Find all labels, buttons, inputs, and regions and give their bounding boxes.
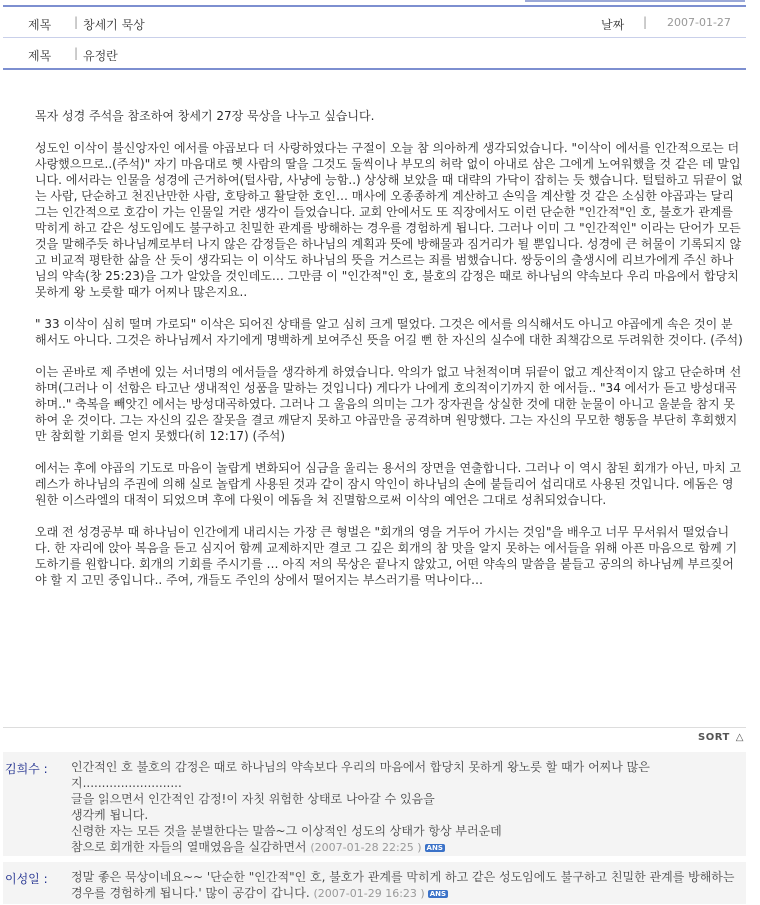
date-value: 2007-01-27 [667,16,731,29]
ans-button[interactable]: ANS [426,843,443,852]
title-row [3,7,746,37]
subtitle-row [3,38,746,68]
comment-text: 인간적인 호 불호의 감정은 때로 하나님의 약속보다 우리의 마음에서 합당치 못하게 왕노릇 할 때가 어찌나 많은 지.......................... 글을 읽으면서 인간적인 감정!이 자칫 위험한 상태로 나아갈 수 있음을 생각케 됩니다. 신령한 자는 모든 것을 분별한다는 말씀~그 이상적인 성도의 상태가 항상 부러운데 참으로 회개한 자들의 열매였음을 실감하면서 [71,760,650,854]
author-value: 유정란 [83,49,118,63]
comment-date: (2007-01-29 16:23 ) [313,887,425,900]
header-bottom-rule [3,68,746,70]
sort-label: SORT [698,732,730,743]
triangle-up-icon: △ [735,732,744,743]
subtitle-separator: | [74,46,79,60]
comment-body [71,759,743,856]
comment-body [71,869,743,902]
article-body: 목자 성경 주석을 참조하여 창세기 27장 묵상을 나누고 싶습니다. 성도인 이삭이 불신앙자인 에서를 야곱보다 더 사랑하였다는 구절이 오늘 참 의아하게 생각되었습니다. "이삭이 에서를 인간적으로는 더 사랑했으므로..(주석)" 자기 마음대로 헷 사람의 딸을 그것도 둘씩이나 부모의 허락 없이 아내로 삼은 그에게 노여워했을 것 같은 데 말입니다. 에서라는 인물을 성경에 근거하여(털사람, 사냥에 능함..) 상상해 보았을 때 대략의 가닥이 잡히는 듯 했습니다. 털털하고 뒤끝이 없는 사람, 단순하고 천진난만한 사람, 호탕하고 활달한 호인… 매사에 오종종하게 계산하고 손익을 계산할 것 같은 소심한 야곱과는 달리 그는 인간적으로 호감이 가는 인물일 거란 생각이 들었습니다. 교회 안에서도 또 직장에서도 이런 단순한 "인간적"인 호, 불호가 관계를 막히게 하고 같은 성도임에도 불구하고 친밀한 관계를 방해하는 경우를 경험하게 됩니다. 그러나 이미 그 "인간적인" 이라는 단어가 모든 것을 말해주듯 하나님께로부터 나지 않은 감정들은 하나님의 계획과 뜻에 방해물과 짐거리가 될 뿐입니다. 성경에 큰 허물이 기록되지 않고 비교적 평탄한 삶을 산 듯이 생각되는 이 이삭도 하나님의 뜻을 거스르는 죄를 범했습니다. 쌍둥이의 출생시에 리브가에게 주신 하나님의 약속(창 25:23)을 그가 알았을 것인데도… 그만큼 이 "인간적"인 호, 불호의 감정은 때로 하나님의 약속보다 우리 마음에서 합당치 못하게 왕 노릇할 때가 어찌나 많은지요.. " 33 이삭이 심히 떨며 가로되" 이삭은 되어진 상태를 알고 심히 크게 떨었다. 그것은 에서를 의식해서도 아니고 야곱에게 속은 것이 분해서도 아니다. 그것은 하나님께서 자기에게 명백하게 보여주신 뜻을 어길 뻔 한 자신의 실수에 대한 죄책감으로 두려워한 것이다. (주석) 이는 곧바로 제 주변에 있는 서너명의 에서들을 생각하게 하였습니다. 악의가 없고 낙천적이며 뒤끝이 없고 계산적이지 않고 단순하며 선하며(그러나 이 선함은 타고난 생내적인 성품을 말하는 것입니다) 게다가 나에게 호의적이기까지 한 에서들.. "34 에서가 듣고 방성대곡하며.." 축복을 빼앗긴 에서는 방성대곡하였다. 그러나 그 울음의 의미는 그가 장자권을 상실한 것에 대한 눈물이 아니고 울분을 참지 못하여 운 것이다. 그는 자신의 깊은 잘못을 결코 깨닫지 못하고 야곱만을 공격하며 원망했다. 그는 자신의 무모한 행동을 부단히 후회했지만 참회할 기회를 얻지 못했다(히 12:17) (주석) 에서는 후에 야곱의 기도로 마음이 놀랍게 변화되어 심금을 울리는 용서의 장면을 연출합니다. 그러나 이 역시 참된 회개가 아닌, 마치 고레스가 하나님의 주권에 의해 실로 놀랍게 사용된 것과 같이 잠시 악인이 하나님의 손에 붙들리어 섭리대로 사용된 것입니다. 에돔은 영원한 이스라엘의 대적이 되었으며 후에 다윗이 에돔을 쳐 진멸함으로써 이삭의 예언은 그대로 성취되었습니다. 오래 전 성경공부 때 하나님이 인간에게 내리시는 가장 큰 형벌은 "회개의 영을 거두어 가시는 것임"을 배우고 너무 무서워서 떨었습니다. 한 자리에 앉아 복음을 듣고 심지어 함께 교제하지만 결코 그 깊은 회개의 참 맛을 알지 못하는 에서들을 위해 아픈 마음으로 함께 기도하기를 원합니다. 회개의 기회를 주시기를 … 아직 저의 묵상은 끝나지 않았고, 어떤 약속의 말씀을 붙들고 공의의 하나님께 부르짖어야 할 지 고민 중입니다.. 주여, 개들도 주인의 상에서 떨어지는 부스러기를 먹나이다… [35,109,743,587]
post-header [3,5,746,70]
comment-author: 이성일 : [5,872,48,886]
ans-button[interactable]: ANS [429,889,447,898]
sort-bar [3,727,746,748]
title-value: 창세기 묵상 [83,18,145,32]
title-separator: | [74,15,79,29]
sort-button[interactable] [698,732,744,743]
subtitle-label: 제목 [28,49,52,63]
comment-text: 정말 좋은 묵상이네요~~ '단순한 "인간적"인 호, 불호가 관계를 막히게 하고 같은 성도임에도 불구하고 친밀한 관계를 방해하는 경우를 경험하게 됩니다.' 많이 공감이 갑니다. [71,870,739,900]
comment-item [3,862,746,904]
title-label: 제목 [28,18,52,32]
date-label: 날짜 [601,18,625,32]
date-separator: | [643,15,648,29]
comment-author: 김희수 : [5,762,48,776]
comment-item [3,752,746,856]
comment-date: (2007-01-28 22:25 ) [310,841,422,854]
top-decorative-rule [525,0,745,2]
